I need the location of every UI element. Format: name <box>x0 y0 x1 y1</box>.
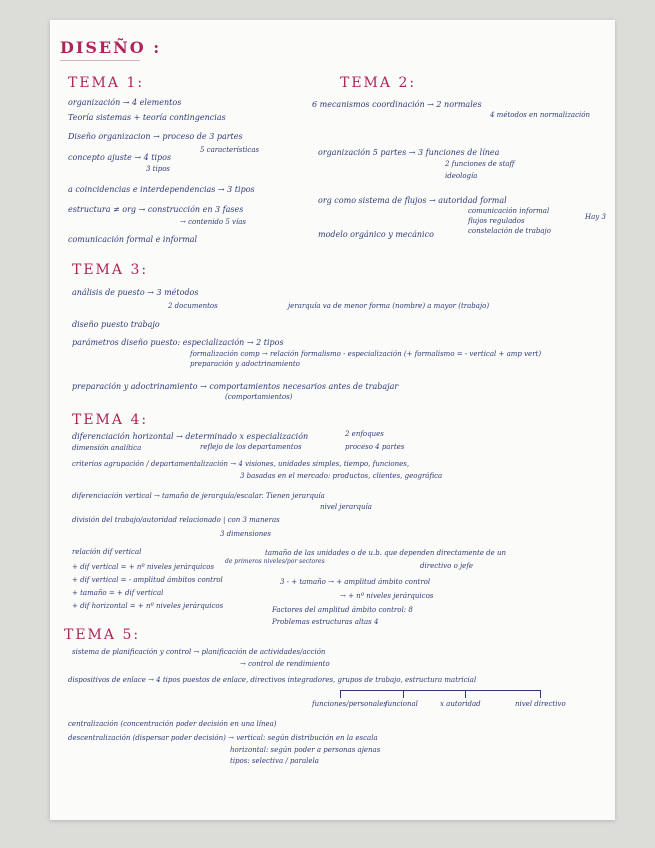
tree-leaf: funciones/personales <box>312 700 388 708</box>
tema2-line: flujos regulados <box>468 217 525 225</box>
tema2-line: comunicación informal <box>468 207 550 215</box>
tema1-line: 3 tipos <box>146 165 171 173</box>
tema5-line: tipos: selectiva / paralela <box>230 757 319 765</box>
tema2-line: 4 métodos en normalización <box>490 111 590 119</box>
tema4-line: reflejo de los departamentos <box>200 443 302 451</box>
tema4-line: 3 basadas en el mercado: productos, clientes, geográfica <box>240 472 443 480</box>
tema4-line: Problemas estructuras altas 4 <box>272 618 379 626</box>
tree-branch-line <box>403 690 404 698</box>
tema4-line: directivo o jefe <box>420 562 474 570</box>
notebook-page <box>50 20 615 820</box>
title-underline <box>60 60 140 61</box>
tema1-line: comunicación formal e informal <box>68 235 198 244</box>
tema1-line: estructura ≠ org → construcción en 3 fases <box>68 205 244 214</box>
tema3-heading: TEMA 3: <box>72 262 149 278</box>
tema4-line: nivel jerarquía <box>320 503 372 511</box>
tema3-line: jerarquía va de menor forma (nombre) a mayor (trabajo) <box>288 302 490 310</box>
tema4-line: Factores del amplitud ámbito control: 8 <box>272 606 413 614</box>
tema4-line: + dif vertical = + nº niveles jerárquicos <box>72 563 215 571</box>
tree-leaf: x autoridad <box>440 700 481 708</box>
tema5-line: sistema de planificación y control → planificación de actividades/acción <box>72 648 326 656</box>
tema4-line: + tamaño = + dif vertical <box>72 589 164 597</box>
tema4-heading: TEMA 4: <box>72 412 149 428</box>
tema2-line: Hay 3 <box>585 213 606 221</box>
tema4-line: de primeros niveles/por sectores <box>225 558 325 565</box>
tema2-line: constelación de trabajo <box>468 227 551 235</box>
tema4-line: tamaño de las unidades o de u.b. que dependen directamente de un <box>265 549 507 557</box>
tema3-line: preparación y adoctrinamiento → comportamientos necesarios antes de trabajar <box>72 382 399 391</box>
tema4-line: proceso 4 partes <box>345 443 405 451</box>
tema1-line: → contenido 5 vías <box>180 218 246 226</box>
tema5-line: centralización (concentración poder decisión en una línea) <box>68 720 277 728</box>
tema2-line: 6 mecanismos coordinación → 2 normales <box>312 100 482 109</box>
tree-branch-line <box>465 690 466 698</box>
tema1-heading: TEMA 1: <box>68 75 145 91</box>
tema3-line: diseño puesto trabajo <box>72 320 160 329</box>
tema1-line: organización → 4 elementos <box>68 98 182 107</box>
tema4-line: + dif vertical = - amplitud ámbitos control <box>72 576 223 584</box>
tema2-line: organización 5 partes → 3 funciones de línea <box>318 148 500 157</box>
tema3-line: (comportamientos) <box>225 393 293 401</box>
tema1-line: 5 características <box>200 146 260 154</box>
tema4-line: + dif horizontal = + nº niveles jerárquicos <box>72 602 224 610</box>
tema4-line: diferenciación vertical → tamaño de jerarquía/escalar. Tienen jerarquía <box>72 492 325 500</box>
tema2-line: modelo orgánico y mecánico <box>318 230 434 239</box>
tema1-line: Teoría sistemas + teoría contingencias <box>68 113 226 122</box>
tema4-line: dimensión analítica <box>72 444 142 452</box>
tema4-line: diferenciación horizontal → determinado x especialización <box>72 432 309 441</box>
tema4-line: relación dif vertical <box>72 548 142 556</box>
tema3-line: preparación y adoctrinamiento <box>190 360 300 368</box>
tema5-line: descentralización (dispersar poder decisión) → vertical: según distribución en la escala <box>68 734 378 742</box>
page-title: DISEÑO : <box>60 38 162 57</box>
tree-branch-line <box>340 690 540 691</box>
tema1-line: concepto ajuste → 4 tipos <box>68 153 172 162</box>
tema2-heading: TEMA 2: <box>340 75 417 91</box>
tema4-line: división del trabajo/autoridad relacionado | con 3 maneras <box>72 516 280 524</box>
tema2-line: ideología <box>445 172 478 180</box>
tema5-line: → control de rendimiento <box>240 660 330 668</box>
tema1-line: a coincidencias e interdependencias → 3 tipos <box>68 185 255 194</box>
tema3-line: 2 documentos <box>168 302 218 310</box>
tema2-line: org como sistema de flujos → autoridad formal <box>318 196 507 205</box>
tree-branch-line <box>540 690 541 698</box>
tema4-line: 2 enfoques <box>345 430 384 438</box>
tema4-line: → + nº niveles jerárquicos <box>340 592 434 600</box>
tree-branch-line <box>340 690 341 698</box>
tema2-line: 2 funciones de staff <box>445 160 515 168</box>
tema4-line: criterios agrupación / departamentalización → 4 visiones, unidades simples, tiempo, funciones, <box>72 460 410 468</box>
tree-leaf: nivel directivo <box>515 700 566 708</box>
tema5-heading: TEMA 5: <box>64 627 141 643</box>
tema3-line: parámetros diseño puesto: especialización → 2 tipos <box>72 338 284 347</box>
tema5-line: dispositivos de enlace → 4 tipos puestos de enlace, directivos integradores, grupos de trabajo, estructura matricial <box>68 676 477 684</box>
tema1-line: Diseño organizacion → proceso de 3 partes <box>68 132 243 141</box>
tema4-line: 3 - + tamaño → + amplitud ámbito control <box>280 578 431 586</box>
tema3-line: análisis de puesto → 3 métodos <box>72 288 199 297</box>
tema4-line: 3 dimensiones <box>220 530 271 538</box>
tree-leaf: funcional <box>385 700 418 708</box>
tema5-line: horizontal: según poder a personas ajenas <box>230 746 381 754</box>
tema3-line: formalización comp → relación formalismo - especialización (+ formalismo = - vertical + amp vert) <box>190 350 542 358</box>
